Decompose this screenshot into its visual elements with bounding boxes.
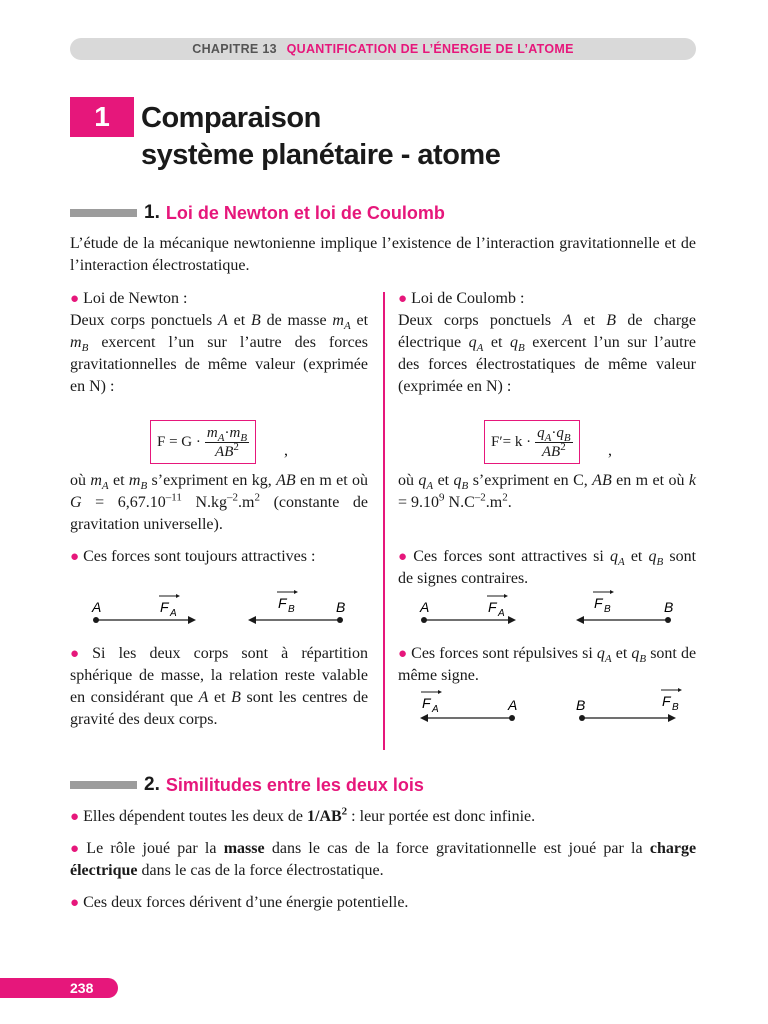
diagram-label-a: A (420, 599, 430, 615)
diagram-label-a: A (508, 697, 518, 713)
svg-text:A: A (498, 608, 505, 619)
intro-paragraph: L’étude de la mécanique newtonienne implique l’existence de l’interaction gravitationnelle et de l’interaction électrostatique. (70, 235, 696, 274)
newton-units: où $m_A$ et $m_B$ s’expriment en kg, AB en m et où $G = 6,67.10^{-11}$ $N.kg^{-2}.m^2$ (constante de gravitation universelle). (70, 472, 369, 533)
chapter-label: CHAPITRE 13 (192, 42, 277, 56)
column-divider (383, 292, 385, 750)
bullet-icon: ● (70, 809, 80, 825)
newton-label: Loi de Newton : (83, 290, 188, 307)
subheading-1-number: 1. (144, 202, 160, 223)
diagram-label-a: A (92, 599, 102, 615)
arrow-left-icon (576, 616, 584, 624)
bullet-icon: ● (70, 291, 80, 307)
svg-text:A: A (432, 704, 439, 715)
similarity-bullet-3: ● Ces deux forces dérivent d’une énergie potentielle. (70, 894, 409, 911)
diagram-label-b: B (664, 599, 674, 615)
coulomb-units: où $q_A$ et $q_B$ s’expriment en C, AB en m et où $k = 9.10^9$ $N.C^{-2}.m^2$. (398, 472, 697, 511)
svg-text:A: A (170, 608, 177, 619)
bullet-icon: ● (70, 895, 80, 911)
diagram-label-fb: F (278, 595, 287, 611)
page-number: 238 (0, 978, 118, 998)
bullet-icon: ● (398, 549, 410, 565)
newton-spherical: ● Si les deux corps sont à répartition sphérique de masse, la relation reste valable en considérant que A et B sont les centres de gravité des deux corps. (70, 645, 369, 728)
bullet-icon: ● (70, 549, 80, 565)
similarity-bullet-2: ● Le rôle joué par la masse dans le cas de la force gravitationnelle est joué par la charge électrique dans le cas de la force électrostatique. (70, 840, 697, 879)
diagram-label-fa: F (422, 695, 431, 711)
heading-rule (70, 781, 137, 789)
arrow-right-icon (188, 616, 196, 624)
arrow-right-icon (508, 616, 516, 624)
heading-rule (70, 209, 137, 217)
newton-formula-comma: , (284, 442, 288, 459)
svg-text:B: B (288, 604, 295, 615)
running-header (70, 38, 696, 60)
newton-formula: F = G · $\frac{m_A\cdot m_B}{AB^2}$ (150, 420, 256, 464)
svg-text:B: B (604, 604, 611, 615)
coulomb-formula-comma: , (608, 442, 612, 459)
subheading-2-title: Similitudes entre les deux lois (165, 775, 424, 795)
section-number-badge: 1 (70, 97, 134, 137)
section-title (141, 100, 500, 174)
coulomb-label: Loi de Coulomb : (411, 290, 525, 307)
subheading-2-number: 2. (144, 774, 160, 795)
bullet-icon: ● (398, 291, 408, 307)
diagram-label-b: B (336, 599, 346, 615)
bullet-icon: ● (70, 646, 89, 662)
bullet-icon: ● (70, 841, 83, 857)
subheading-2 (70, 773, 424, 797)
svg-text:B: B (672, 702, 679, 713)
subheading-1-title: Loi de Newton et loi de Coulomb (165, 203, 445, 223)
coulomb-repulsive: ● Ces forces sont répulsives si $q_A$ et $q_B$ sont de même signe. (398, 645, 697, 684)
coulomb-fraction: $\frac{q_A\cdot q_B}{AB^2}$ (537, 424, 571, 460)
chapter-title: QUANTIFICATION DE L’ÉNERGIE DE L’ATOME (286, 42, 574, 56)
arrow-left-icon (248, 616, 256, 624)
coulomb-description: ● Loi de Coulomb : Deux corps ponctuels A et B de charge électrique $q_A$ et $q_B$ exercent l’un sur l’autre des forces électrostatiques de même valeur (exprimée en N) : (398, 290, 697, 395)
diagram-label-fb: F (594, 595, 603, 611)
diagram-label-fa: F (488, 599, 497, 615)
coulomb-formula: F′= k · $\frac{q_A\cdot q_B}{AB^2}$ (484, 420, 580, 464)
diagram-label-fb: F (662, 693, 671, 709)
subheading-1 (70, 201, 445, 225)
newton-description: ● Loi de Newton : Deux corps ponctuels A et B de masse $m_A$ et $m_B$ exercent l’un sur l’autre des forces gravitationnelles de même valeur (exprimée en N) : (70, 290, 369, 395)
newton-fraction: $\frac{m_A\cdot m_B}{AB^2}$ (206, 424, 248, 460)
section-title-line-2: système planétaire - atome (141, 139, 501, 171)
coulomb-attractive-diagram (412, 588, 696, 628)
newton-attractive: ● Ces forces sont toujours attractives : (70, 548, 316, 565)
section-title-line-1: Comparaison (141, 102, 321, 134)
arrow-right-icon (668, 714, 676, 722)
coulomb-repulsive-diagram (412, 684, 696, 726)
diagram-label-b: B (576, 697, 586, 713)
diagram-label-fa: F (160, 599, 169, 615)
similarity-bullet-1: ● Elles dépendent toutes les deux de $1/AB^2$ : leur portée est donc infinie. (70, 805, 536, 825)
arrow-left-icon (420, 714, 428, 722)
newton-force-diagram (84, 588, 368, 628)
coulomb-attractive: ● Ces forces sont attractives si $q_A$ et $q_B$ sont de signes contraires. (398, 548, 697, 587)
bullet-icon: ● (398, 646, 408, 662)
